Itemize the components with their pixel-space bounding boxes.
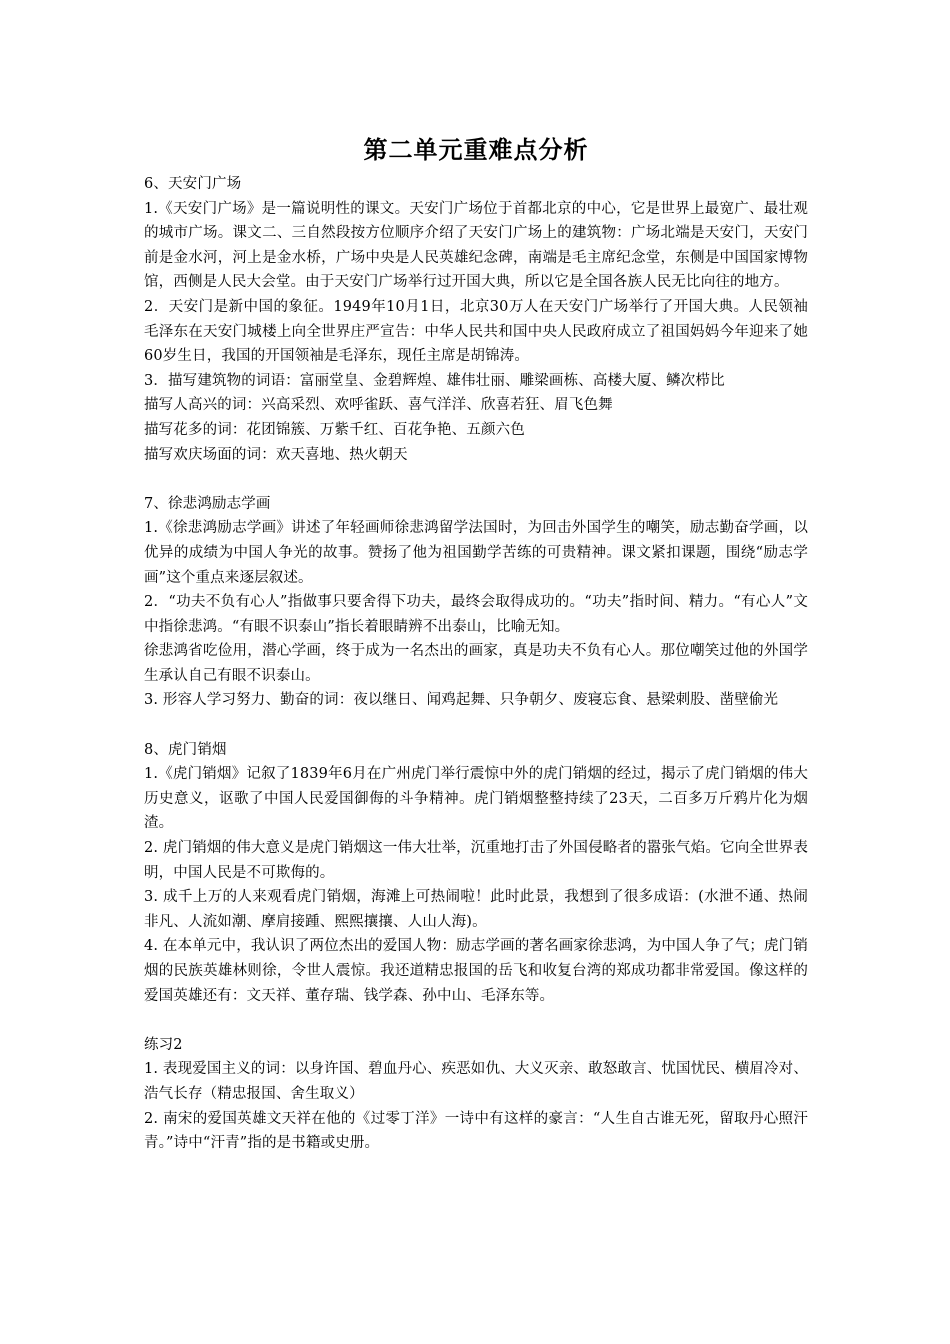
- paragraph: 4. 在本单元中，我认识了两位杰出的爱国人物：励志学画的著名画家徐悲鸿，为中国人争了气；虎门销烟的民族英雄林则徐，令世人震惊。我还道精忠报国的岳飞和收复台湾的郑成功都非常爱国。像这样的爱国英雄还有：文天祥、董存瑞、钱学森、孙中山、毛泽东等。: [144, 938, 808, 1004]
- section-humen: [144, 738, 808, 1009]
- section-heading: 8、虎门销烟: [144, 741, 227, 758]
- paragraph: 1. 表现爱国主义的词：以身许国、碧血丹心、疾恶如仇、大义灭亲、敢怒敢言、忧国忧民、横眉冷对、浩气长存（精忠报国、舍生取义）: [144, 1061, 808, 1102]
- paragraph: 2．天安门是新中国的象征。1949年10月1日，北京30万人在天安门广场举行了开国大典。人民领袖毛泽东在天安门城楼上向全世界庄严宣告：中华人民共和国中央人民政府成立了祖国妈妈今年迎来了她60岁生日，我国的开国领袖是毛泽东，现任主席是胡锦涛。: [144, 298, 808, 365]
- paragraph: 2. 虎门销烟的伟大意义是虎门销烟这一伟大壮举，沉重地打击了外国侵略者的嚣张气焰。它向全世界表明，中国人民是不可欺侮的。: [144, 840, 808, 881]
- page-title: 第二单元重难点分析: [363, 135, 589, 164]
- paragraph: 1.《徐悲鸿励志学画》讲述了年轻画师徐悲鸿留学法国时，为回击外国学生的嘲笑，励志勤奋学画，以优异的成绩为中国人争光的故事。赞扬了他为祖国勤学苦练的可贵精神。课文紧扣课题，围绕“励志学画”这个重点来逐层叙述。: [144, 520, 808, 586]
- paragraph: 描写花多的词：花团锦簇、万紫千红、百花争艳、五颜六色: [144, 421, 525, 438]
- paragraph: 3. 成千上万的人来观看虎门销烟，海滩上可热闹啦！此时此景，我想到了很多成语：(水泄不通、热闹非凡、人流如潮、摩肩接踵、熙熙攘攘、人山人海)。: [144, 889, 808, 930]
- section-tiananmen: [144, 172, 808, 467]
- section-exercise-2: [144, 1033, 808, 1156]
- paragraph: 3．描写建筑物的词语：富丽堂皇、金碧辉煌、雄伟壮丽、雕梁画栋、高楼大厦、鳞次栉比: [144, 372, 725, 389]
- section-heading: 练习2: [144, 1036, 183, 1053]
- paragraph: 3. 形容人学习努力、勤奋的词：夜以继日、闻鸡起舞、只争朝夕、废寝忘食、悬梁刺股、凿壁偷光: [144, 692, 779, 709]
- paragraph: 1.《天安门广场》是一篇说明性的课文。天安门广场位于首都北京的中心，它是世界上最宽广、最壮观的城市广场。课文二、三自然段按方位顺序介绍了天安门广场上的建筑物：广场北端是天安门，天安门前是金水河，河上是金水桥，广场中央是人民英雄纪念碑，南端是毛主席纪念堂，东侧是中国国家博物馆，西侧是人民大会堂。由于天安门广场举行过开国大典，所以它是全国各族人民无比向往的地方。: [144, 200, 808, 291]
- section-xubeihong: [144, 492, 808, 713]
- paragraph: 2．“功夫不负有心人”指做事只要舍得下功夫，最终会取得成功的。“功夫”指时间、精力。“有心人”文中指徐悲鸿。“有眼不识泰山”指长着眼睛辨不出泰山，比喻无知。: [144, 594, 808, 635]
- paragraph: 2. 南宋的爱国英雄文天祥在他的《过零丁洋》一诗中有这样的豪言：“人生自古谁无死，留取丹心照汗青。”诗中“汗青”指的是书籍或史册。: [144, 1110, 808, 1152]
- paragraph: 描写人高兴的词：兴高采烈、欢呼雀跃、喜气洋洋、欣喜若狂、眉飞色舞: [144, 397, 613, 414]
- paragraph: 1.《虎门销烟》记叙了1839年6月在广州虎门举行震惊中外的虎门销烟的经过，揭示了虎门销烟的伟大历史意义，讴歌了中国人民爱国御侮的斗争精神。虎门销烟整整持续了23天，二百多万斤鸦片化为烟渣。: [144, 766, 808, 832]
- paragraph: 徐悲鸿省吃俭用，潜心学画，终于成为一名杰出的画家，真是功夫不负有心人。那位嘲笑过他的外国学生承认自己有眼不识泰山。: [144, 643, 808, 684]
- document-body: [144, 130, 808, 1180]
- section-heading: 7、徐悲鸿励志学画: [144, 495, 271, 512]
- section-heading: 6、天安门广场: [144, 176, 242, 192]
- paragraph: 描写欢庆场面的词：欢天喜地、热火朝天: [144, 446, 408, 463]
